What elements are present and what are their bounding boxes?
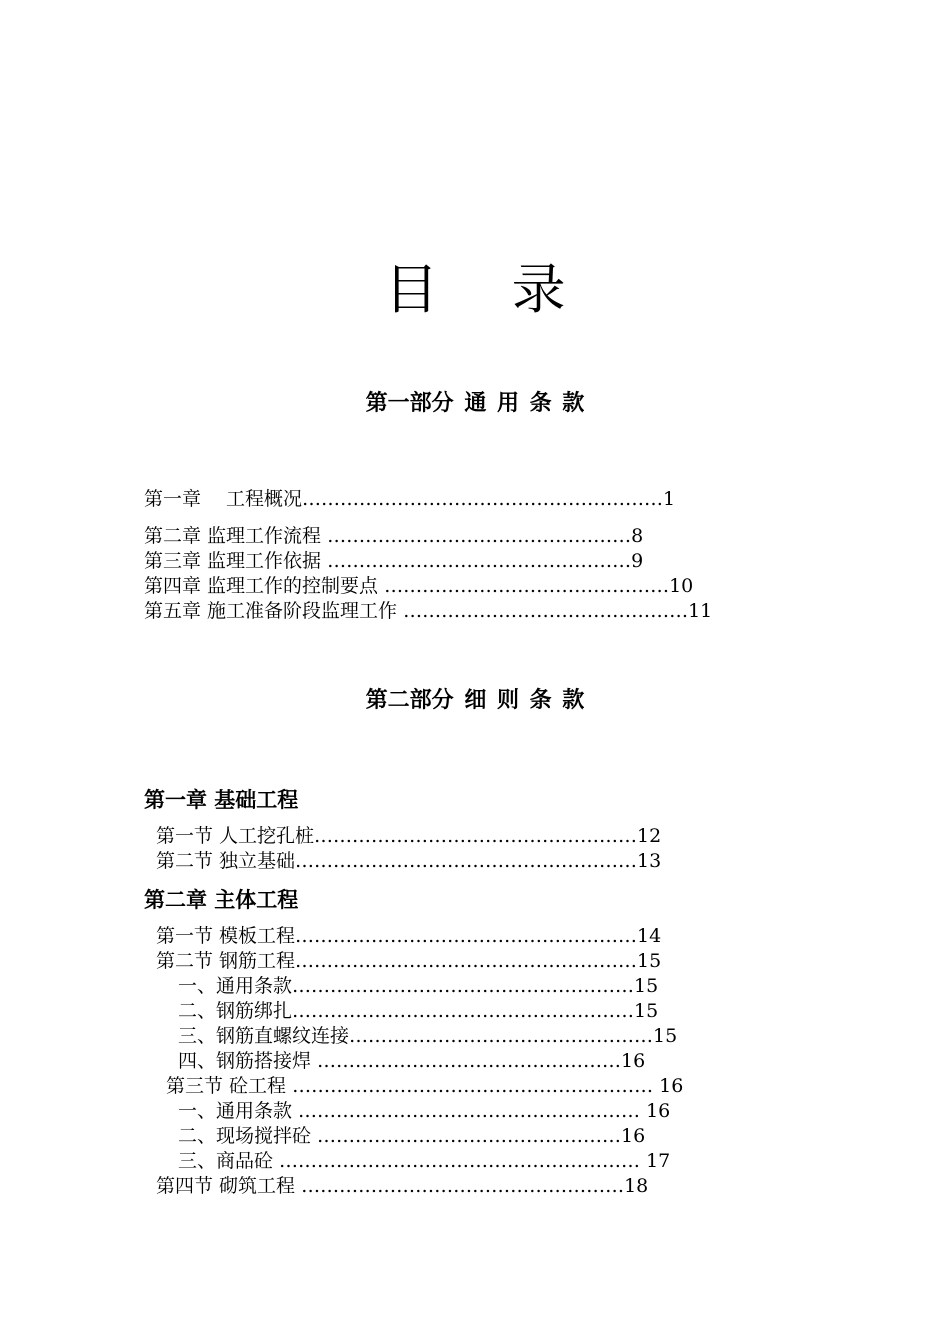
toc-entry-leader: ……………………………………………… xyxy=(295,950,638,972)
toc-entry-page: 16 xyxy=(640,1100,671,1122)
toc-entry-label: 第一章 工程概况 xyxy=(144,488,303,510)
toc-entry-leader: ……………………………………………… xyxy=(292,975,635,997)
toc-entry-page: 9 xyxy=(631,550,644,572)
toc-entry-label: 第三节 砼工程 xyxy=(166,1075,293,1097)
toc-entry[interactable] xyxy=(144,549,784,573)
toc-entry-label: 三、钢筋直螺纹连接 xyxy=(178,1025,350,1047)
toc-entry-page: 16 xyxy=(653,1075,684,1097)
toc-entry[interactable] xyxy=(178,1099,670,1123)
part1-heading: 第一部分 通 用 条 款 xyxy=(365,390,585,416)
toc-entry-leader: ……………………………………… xyxy=(403,600,689,622)
toc-entry[interactable] xyxy=(178,999,658,1023)
toc-entry[interactable] xyxy=(178,1124,645,1148)
toc-entry[interactable] xyxy=(178,1149,670,1173)
toc-entry-leader: ……………………………………………… xyxy=(292,1000,635,1022)
toc-entry-label: 第五章 施工准备阶段监理工作 xyxy=(144,600,404,622)
toc-entry-page: 14 xyxy=(637,925,662,947)
toc-entry-leader: ………………………………………… xyxy=(317,1050,622,1072)
toc-entry[interactable] xyxy=(156,1174,648,1198)
toc-entry[interactable] xyxy=(144,487,804,511)
toc-entry[interactable] xyxy=(178,1024,677,1048)
toc-entry-leader: ……………………………………………… xyxy=(295,850,638,872)
toc-entry-leader: ………………………………………… xyxy=(327,550,632,572)
toc-entry[interactable] xyxy=(156,849,661,873)
toc-entry-page: 10 xyxy=(669,575,694,597)
toc-entry-label: 一、通用条款 xyxy=(178,975,293,997)
toc-entry-leader: ………………………………………………… xyxy=(279,1150,641,1172)
toc-entry-page: 11 xyxy=(688,600,713,622)
toc-entry[interactable] xyxy=(144,524,784,548)
toc-entry[interactable] xyxy=(156,949,661,973)
toc-entry[interactable] xyxy=(156,924,661,948)
toc-entry-label: 二、现场搅拌砼 xyxy=(178,1125,318,1147)
toc-entry-label: 二、钢筋绑扎 xyxy=(178,1000,293,1022)
toc-entry-label: 第三章 监理工作依据 xyxy=(144,550,328,572)
toc-entry-leader: ………………………………………… xyxy=(349,1025,654,1047)
toc-entry-leader: …………………………………………… xyxy=(314,825,638,847)
toc-entry-page: 8 xyxy=(631,525,644,547)
toc-entry-label: 第四节 砌筑工程 xyxy=(156,1175,302,1197)
toc-entry[interactable] xyxy=(178,1049,645,1073)
toc-entry-label: 四、钢筋搭接焊 xyxy=(178,1050,318,1072)
toc-entry-page: 16 xyxy=(621,1125,646,1147)
chapter1-heading: 第一章 基础工程 xyxy=(144,787,299,812)
toc-entry[interactable] xyxy=(156,824,661,848)
toc-entry-label: 一、通用条款 xyxy=(178,1100,299,1122)
page-title: 目 录 xyxy=(384,258,594,321)
toc-entry-page: 13 xyxy=(637,850,662,872)
toc-entry-leader: ………………………………………… xyxy=(317,1125,622,1147)
toc-entry-label: 第二节 钢筋工程 xyxy=(156,950,296,972)
toc-entry-label: 第一节 人工挖孔桩 xyxy=(156,825,315,847)
toc-entry-page: 15 xyxy=(634,1000,659,1022)
toc-entry-page: 15 xyxy=(634,975,659,997)
toc-entry-leader: ……………………………………………… xyxy=(298,1100,641,1122)
chapter2-heading: 第二章 主体工程 xyxy=(144,887,299,912)
toc-entry-leader: ………………………………………………… xyxy=(292,1075,654,1097)
toc-entry-label: 第一节 模板工程 xyxy=(156,925,296,947)
toc-entry-label: 第四章 监理工作的控制要点 xyxy=(144,575,385,597)
toc-entry-leader: ……………………………………… xyxy=(384,575,670,597)
toc-entry-leader: ……………………………………………… xyxy=(295,925,638,947)
toc-entry-leader: …………………………………………… xyxy=(301,1175,625,1197)
toc-entry-page: 15 xyxy=(637,950,662,972)
toc-entry-leader: ………………………………………………… xyxy=(302,488,664,510)
part2-heading: 第二部分 细 则 条 款 xyxy=(365,687,585,713)
toc-entry-label: 第二节 独立基础 xyxy=(156,850,296,872)
toc-entry-page: 18 xyxy=(624,1175,649,1197)
toc-entry[interactable] xyxy=(178,974,658,998)
toc-entry-page: 15 xyxy=(653,1025,678,1047)
toc-entry-label: 第二章 监理工作流程 xyxy=(144,525,328,547)
toc-entry-page: 1 xyxy=(663,488,676,510)
toc-entry-label: 三、商品砼 xyxy=(178,1150,280,1172)
toc-entry[interactable] xyxy=(166,1074,683,1098)
toc-entry[interactable] xyxy=(144,599,794,623)
toc-entry-page: 17 xyxy=(640,1150,671,1172)
toc-entry-page: 16 xyxy=(621,1050,646,1072)
toc-entry[interactable] xyxy=(144,574,794,598)
toc-entry-leader: ………………………………………… xyxy=(327,525,632,547)
toc-entry-page: 12 xyxy=(637,825,662,847)
